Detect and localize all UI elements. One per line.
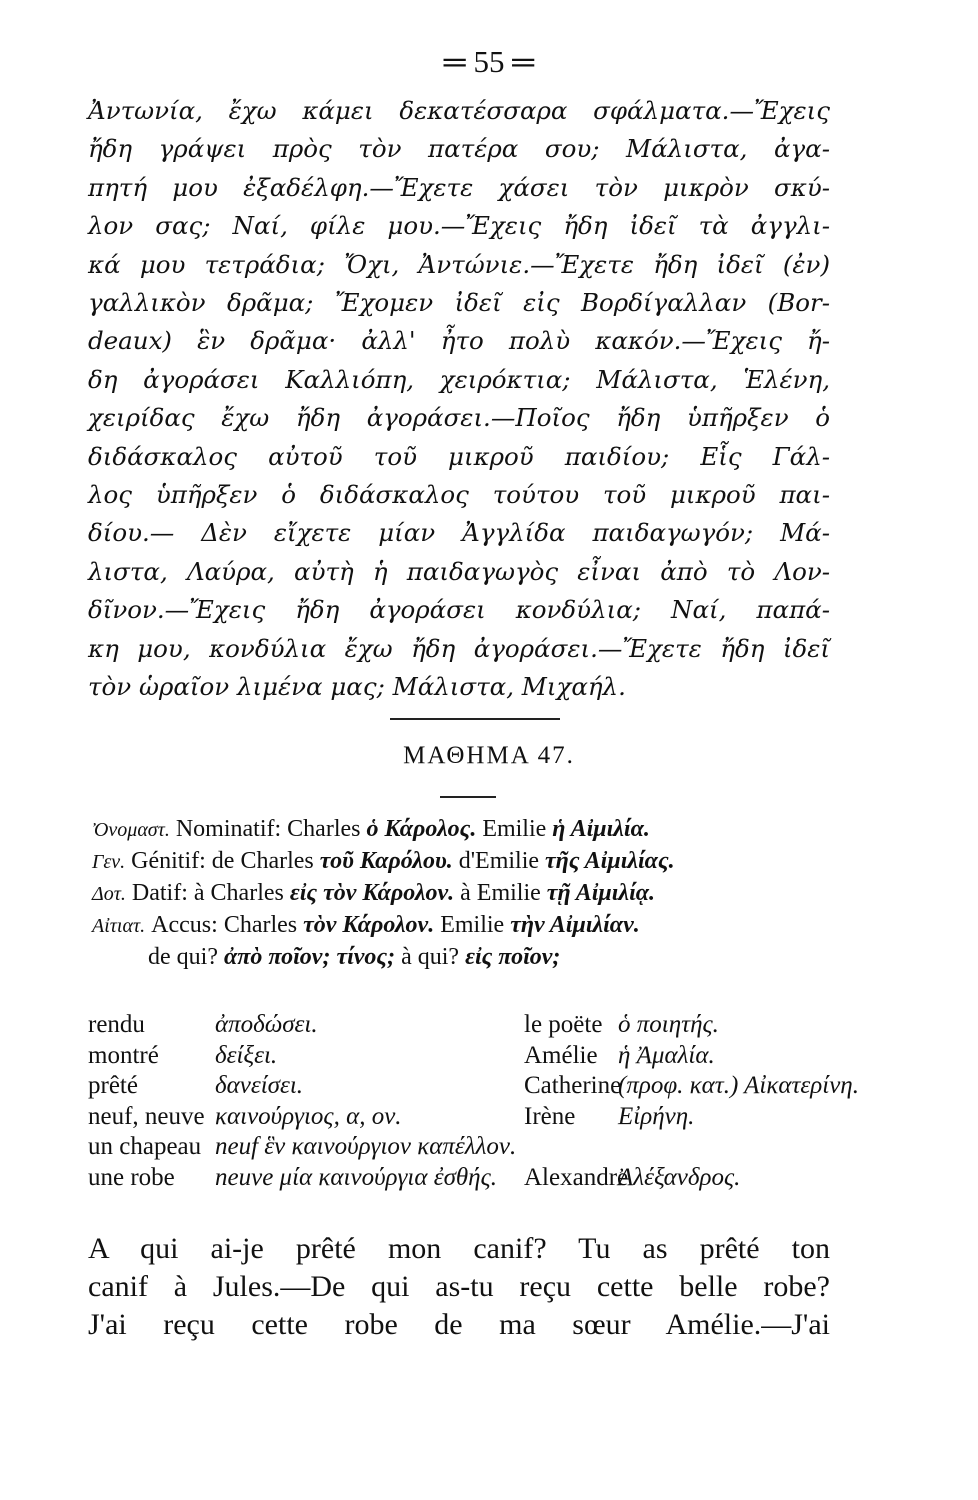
vocab-greek-2: ὁ ποιητής. bbox=[618, 1011, 719, 1038]
declension-table bbox=[92, 814, 852, 973]
case-abbreviation: Δοτ. bbox=[92, 883, 126, 905]
vocab-greek: δανείσει. bbox=[215, 1072, 304, 1099]
greek-form: ἡ Αἰμιλία. bbox=[552, 816, 650, 842]
vocab-greek-2: Ἀλέξανδρος. bbox=[618, 1163, 741, 1191]
text-line: Ἀντωνία, ἔχω κάμει δεκατέσσαρα σφάλματα.—Ἔχεις bbox=[88, 96, 830, 125]
vocabulary-row bbox=[88, 1102, 828, 1133]
page-number-text: 55 bbox=[473, 44, 505, 79]
greek-form: τῆς Αἰμιλίας. bbox=[545, 848, 675, 874]
declension-row bbox=[92, 814, 852, 846]
text-line: deaux) ἓν δρᾶμα· ἀλλ' ἦτο πολὺ κακόν.—Ἔχεις ἤ- bbox=[88, 326, 830, 356]
question-greek: ἀπὸ ποῖον; τίνος; bbox=[223, 944, 396, 970]
vocab-french: rendu bbox=[88, 1011, 145, 1038]
lesson-heading bbox=[0, 742, 978, 770]
text-line: ἤδη γράψει πρὸς τὸν πατέρα σου; Μάλιστα, ἀγα- bbox=[88, 134, 830, 164]
french-form: de Charles bbox=[211, 848, 314, 874]
vocab-french: un chapeau bbox=[88, 1133, 202, 1160]
vocab-french-2: le poëte bbox=[524, 1011, 603, 1038]
text-line: δίου.— Δὲν εἴχετε μίαν Ἀγγλίδα παιδαγωγόν; Μά- bbox=[88, 518, 830, 548]
vocab-french-2: Amélie bbox=[524, 1041, 598, 1069]
french-form: Emilie bbox=[482, 816, 547, 842]
case-abbreviation: Αἰτιατ. bbox=[92, 915, 146, 937]
french-exercise bbox=[88, 1230, 830, 1344]
vocabulary-row bbox=[88, 1132, 828, 1163]
question-greek: εἰς ποῖον; bbox=[465, 944, 561, 970]
vocabulary-row bbox=[88, 1010, 828, 1041]
vocab-greek-2: ἡ Ἀμαλία. bbox=[618, 1041, 715, 1069]
vocab-french-2: Catherine bbox=[524, 1072, 622, 1099]
text-line: διδάσκαλος αὐτοῦ τοῦ μικροῦ παιδίου; Εἷς Γάλ- bbox=[88, 441, 830, 471]
vocab-french: prêté bbox=[88, 1072, 138, 1099]
declension-row bbox=[92, 846, 852, 878]
text-line: κά μου τετράδια; Ὄχι, Ἀντώνιε.—Ἔχετε ἤδη ἰδεῖ (ἐν) bbox=[88, 249, 830, 279]
text-line: τὸν ὡραῖον λιμένα μας; Μάλιστα, Μιχαήλ. bbox=[88, 672, 626, 702]
vocab-greek: δείξει. bbox=[215, 1041, 278, 1069]
vocab-greek: καινούργιος, α, ον. bbox=[215, 1102, 402, 1130]
page-number bbox=[0, 44, 978, 80]
french-form: Emilie bbox=[440, 912, 505, 938]
vocab-greek: ἀποδώσει. bbox=[215, 1011, 318, 1038]
text-line: πητή μου ἐξαδέλφη.—Ἔχετε χάσει τὸν μικρὸν σκύ- bbox=[88, 172, 830, 202]
heading-underline bbox=[440, 796, 496, 798]
french-form: Charles bbox=[223, 912, 298, 938]
case-abbreviation: Γεν. bbox=[92, 851, 126, 873]
section-divider bbox=[390, 718, 560, 720]
vocab-greek: neuve μία καινούργια ἐσθής. bbox=[215, 1163, 497, 1191]
text-line: canif à Jules.—De qui as-tu reçu cette belle robe? bbox=[88, 1270, 830, 1303]
vocab-french-2: Irène bbox=[524, 1102, 576, 1130]
case-name: Accus: bbox=[151, 912, 218, 938]
greek-form: τῇ Αἰμιλίᾳ. bbox=[546, 880, 656, 906]
vocab-french: une robe bbox=[88, 1163, 175, 1191]
vocabulary-list bbox=[88, 1010, 859, 1193]
text-line: A qui ai-je prêté mon canif? Tu as prêté ton bbox=[88, 1232, 830, 1265]
text-line: λον σας; Ναί, φίλε μου.—Ἔχεις ἤδη ἰδεῖ τὰ ἀγγλι- bbox=[88, 211, 830, 241]
text-line: κη μου, κονδύλια ἔχω ἤδη ἀγοράσει.—Ἔχετε ἤδη ἰδεῖ bbox=[88, 633, 830, 663]
vocabulary-row bbox=[88, 1071, 859, 1102]
page-number-right-rule: ═ bbox=[504, 44, 535, 79]
greek-form: τοῦ Καρόλου. bbox=[319, 848, 453, 874]
question-row bbox=[92, 942, 852, 973]
vocabulary-row bbox=[88, 1163, 828, 1194]
vocab-greek-2: Εἰρήνη. bbox=[618, 1102, 695, 1130]
text-line: λιστα, Λαύρα, αὐτὴ ἡ παιδαγωγὸς εἶναι ἀπὸ τὸ Λον- bbox=[88, 556, 830, 586]
text-line: χειρίδας ἔχω ἤδη ἀγοράσει.—Ποῖος ἤδη ὑπῆρξεν ὁ bbox=[88, 403, 830, 433]
declension-row bbox=[92, 910, 852, 942]
vocabulary-row bbox=[88, 1041, 828, 1072]
greek-form: τὴν Αἰμιλίαν. bbox=[510, 912, 640, 938]
french-form: à Charles bbox=[193, 880, 284, 906]
vocab-greek-2: (προφ. κατ.) Αἰκατερίνη. bbox=[618, 1072, 859, 1099]
page-number-left-rule: ═ bbox=[443, 44, 474, 79]
question-french: de qui? bbox=[148, 944, 218, 970]
greek-form: τὸν Κάρολον. bbox=[303, 912, 435, 938]
greek-form: ὁ Κάρολος. bbox=[366, 816, 477, 842]
case-abbreviation: Ὀνομαστ. bbox=[92, 819, 170, 841]
vocab-greek: neuf ἓν καινούργιον καπέλλον. bbox=[215, 1133, 517, 1160]
lesson-title: ΜΑΘΗΜΑ bbox=[403, 742, 530, 769]
case-name: Nominatif: bbox=[175, 816, 282, 842]
vocab-french: neuf, neuve bbox=[88, 1102, 205, 1130]
text-line: δη ἀγοράσει Καλλιόπη, χειρόκτια; Μάλιστα, Ἑλένη, bbox=[88, 364, 830, 394]
text-line: δῖνον.—Ἔχεις ἤδη ἀγοράσει κονδύλια; Ναί, παπά- bbox=[88, 595, 830, 625]
text-line: λος ὑπῆρξεν ὁ διδάσκαλος τούτου τοῦ μικροῦ παι- bbox=[88, 480, 830, 510]
french-form: Charles bbox=[287, 816, 361, 842]
greek-form: εἰς τὸν Κάρολον. bbox=[289, 880, 455, 906]
text-line: γαλλικὸν δρᾶμα; Ἔχομεν ἰδεῖ εἰς Βορδίγαλλαν (Bor- bbox=[88, 288, 830, 318]
declension-row bbox=[92, 878, 852, 910]
vocab-french-2: Alexandre bbox=[524, 1163, 629, 1191]
dialogue-paragraph bbox=[88, 92, 830, 707]
lesson-number: 47. bbox=[537, 742, 575, 769]
question-french: à qui? bbox=[401, 944, 460, 970]
vocab-french: montré bbox=[88, 1041, 159, 1069]
french-form: à Emilie bbox=[460, 880, 541, 906]
case-name: Datif: bbox=[131, 880, 188, 906]
case-name: Génitif: bbox=[131, 848, 206, 874]
french-form: d'Emilie bbox=[458, 848, 540, 874]
text-line: J'ai reçu cette robe de ma sœur Amélie.—J'ai bbox=[88, 1308, 830, 1341]
